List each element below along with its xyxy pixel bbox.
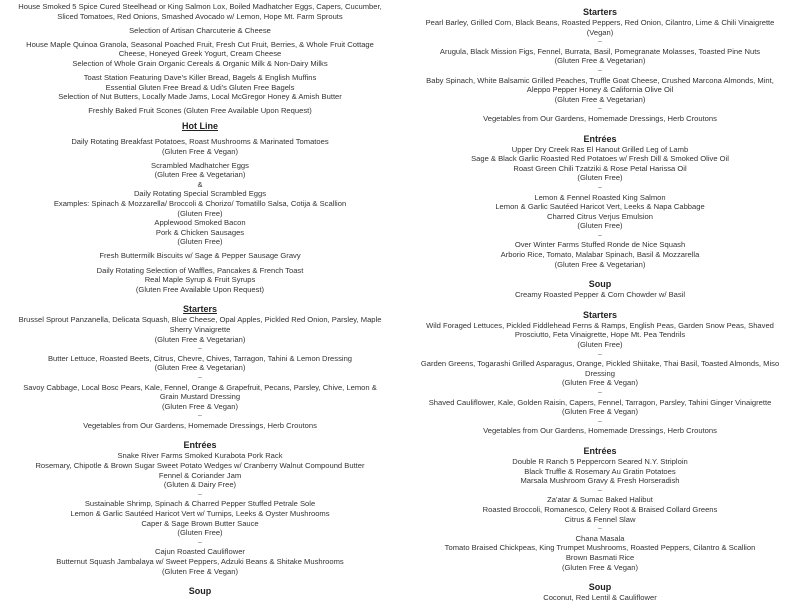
menu-item-entree-detail: Marsala Mushroom Gravy & Fresh Horseradish (520, 476, 680, 486)
dietary-note: (Gluten Free) (177, 237, 223, 247)
menu-item-entree-detail: Brown Basmati Rice (565, 552, 635, 562)
menu-item-starter: Arugula, Black Mission Figs, Fennel, Burrata, Basil, Pomegranate Molasses, Toasted Pine Nuts (439, 46, 761, 56)
menu-item-syrups: Real Maple Syrup & Fruit Syrups (144, 275, 256, 285)
dietary-note: (Gluten Free Available Upon Request) (135, 284, 265, 294)
menu-item-biscuits: Fresh Buttermilk Biscuits w/ Sage & Pepper Sausage Gravy (99, 251, 301, 261)
menu-item-starter: Savoy Cabbage, Local Bosc Pears, Kale, Fennel, Orange & Grapefruit, Pecans, Parsley, Chive, Lemon & Grain Mustard Dressing (23, 382, 377, 402)
dietary-note: (Gluten Free & Vegetarian) (154, 170, 246, 180)
menu-item-soup: Coconut, Red Lentil & Cauliflower (543, 593, 657, 603)
menu-item-entree: Double R Ranch 5 Peppercorn Seared N.Y. Striploin (512, 456, 688, 466)
dietary-note: (Gluten Free) (577, 221, 623, 231)
menu-item-waffles: Daily Rotating Selection of Waffles, Pancakes & French Toast (96, 265, 304, 275)
menu-item-starter: Pearl Barley, Grilled Corn, Black Beans, Roasted Peppers, Red Onion, Cilantro, Lime & Chili Vinaigrette (425, 18, 775, 27)
dietary-note: (Gluten Free) (177, 208, 223, 218)
separator: – (198, 538, 202, 546)
section-heading-entrees: Entrées (183, 440, 217, 451)
menu-item-entree: Lemon & Fennel Roasted King Salmon (534, 192, 666, 202)
separator: – (598, 38, 602, 46)
menu-item-entree-detail: Arborio Rice, Tomato, Malabar Spinach, Basil & Mozzarella (500, 250, 700, 260)
menu-item-entree-detail: Fennel & Coriander Jam (158, 470, 242, 480)
menu-item-potatoes: Daily Rotating Breakfast Potatoes, Roast Mushrooms & Marinated Tomatoes (71, 136, 329, 146)
dietary-note: (Gluten Free & Vegan) (162, 146, 238, 156)
menu-item-entree: Snake River Farms Smoked Kurabota Pork Rack (117, 451, 283, 461)
separator: – (598, 66, 602, 74)
separator: – (198, 490, 202, 498)
menu-column-right (400, 0, 800, 603)
separator: – (598, 350, 602, 358)
menu-item-entree: Upper Dry Creek Ras El Hanout Grilled Leg of Lamb (511, 144, 689, 154)
dietary-note: (Vegan) (586, 27, 614, 37)
menu-item-cereals: Selection of Whole Grain Organic Cereals & Organic Milk & Non-Dairy Milks (72, 58, 328, 68)
menu-item-lox: House Smoked 5 Spice Cured Steelhead or King Salmon Lox, Boiled Madhatcher Eggs, Capers, Cucumber, (18, 2, 382, 11)
section-heading-hot-line: Hot Line (182, 121, 218, 132)
section-heading-entrees: Entrées (583, 133, 617, 144)
menu-item-sausages: Pork & Chicken Sausages (155, 227, 245, 237)
menu-item-gluten-free-bread: Essential Gluten Free Bread & Udi's Gluten Free Bagels (105, 82, 295, 92)
section-heading-starters: Starters (182, 304, 218, 315)
menu-item-starter: Shaved Cauliflower, Kale, Golden Raisin, Capers, Fennel, Tarragon, Parsley, Tahini Ginger Vinaigrette (428, 397, 772, 407)
menu-item-starter: Vegetables from Our Gardens, Homemade Dressings, Herb Croutons (483, 113, 717, 123)
dietary-note: (Gluten Free & Vegetarian) (554, 56, 646, 66)
section-heading-entrees: Entrées (583, 445, 617, 456)
dietary-note: (Gluten Free) (577, 340, 623, 350)
ampersand-separator: & (197, 179, 203, 189)
menu-item-entree: Cajun Roasted Cauliflower (155, 547, 245, 557)
menu-item-entree-detail: Black Truffle & Rosemary Au Gratin Potatoes (524, 466, 676, 476)
section-heading-soup: Soup (588, 582, 612, 593)
menu-item-entree: Over Winter Farms Stuffed Ronde de Nice Squash (514, 240, 686, 250)
menu-item-entree-detail: Lemon & Garlic Sautéed Haricot Vert w/ Turnips, Leeks & Oyster Mushrooms (70, 509, 330, 519)
menu-item-entree: Za'atar & Sumac Baked Halibut (547, 495, 653, 505)
menu-item-nut-butters: Selection of Nut Butters, Locally Made Jams, Local McGregor Honey & Amish Butter (58, 92, 342, 102)
menu-item-entree: Sustainable Shrimp, Spinach & Charred Pepper Stuffed Petrale Sole (84, 499, 316, 509)
menu-item-special-eggs: Daily Rotating Special Scrambled Eggs (133, 189, 267, 199)
separator: – (598, 105, 602, 113)
dietary-note: (Gluten Free) (577, 173, 623, 183)
section-heading-starters: Starters (582, 7, 618, 17)
dietary-note: (Gluten Free & Vegan) (162, 566, 238, 576)
menu-item-entree-detail: Butternut Squash Jambalaya w/ Sweet Peppers, Adzuki Beans & Shitake Mushrooms (56, 557, 344, 566)
separator: – (598, 183, 602, 191)
menu-item-entree-detail: Lemon & Garlic Sautéed Haricot Vert, Leeks & Napa Cabbage (495, 202, 705, 212)
dietary-note: (Gluten Free & Vegan) (162, 401, 238, 411)
separator: – (198, 373, 202, 381)
menu-item-entree-detail: Roasted Broccoli, Romanesco, Celery Root & Braised Collard Greens (482, 504, 718, 514)
menu-item-starter: Vegetables from Our Gardens, Homemade Dressings, Herb Croutons (83, 420, 317, 430)
separator: – (198, 345, 202, 353)
section-heading-soup: Soup (188, 586, 212, 597)
separator: – (198, 412, 202, 420)
menu-item-lox-detail: Sliced Tomatoes, Red Onions, Smashed Avocado w/ Lemon, Hope Mt. Farm Sprouts (57, 11, 343, 21)
dietary-note: (Gluten Free & Vegetarian) (154, 334, 246, 344)
menu-item-entree-detail: Caper & Sage Brown Butter Sauce (141, 518, 259, 528)
dietary-note: (Gluten Free & Vegan) (562, 562, 638, 572)
menu-item-starter: Baby Spinach, White Balsamic Grilled Peaches, Truffle Goat Cheese, Crushed Marcona Almonds, Mint, Aleppo Pepper Honey & California Olive Oil (426, 75, 774, 95)
menu-item-granola: House Maple Quinoa Granola, Seasonal Poached Fruit, Fresh Cut Fruit, Berries, & Whole Fruit Cottage (26, 39, 374, 49)
menu-item-starter: Vegetables from Our Gardens, Homemade Dressings, Herb Croutons (483, 426, 717, 436)
menu-item-entree: Chana Masala (575, 533, 625, 543)
menu-item-entree-detail: Roast Green Chili Tzatziki & Rose Petal Harissa Oil (513, 163, 687, 173)
dietary-note: (Gluten Free & Vegetarian) (554, 259, 646, 269)
dietary-note: (Gluten Free & Vegan) (562, 378, 638, 388)
separator: – (598, 525, 602, 533)
menu-item-entree-detail: Sage & Black Garlic Roasted Red Potatoes w/ Fresh Dill & Smoked Olive Oil (471, 154, 729, 164)
separator: – (598, 389, 602, 396)
dietary-note: (Gluten Free & Vegetarian) (554, 94, 646, 104)
section-heading-soup: Soup (588, 279, 612, 290)
menu-item-soup: Creamy Roasted Pepper & Corn Chowder w/ Basil (514, 290, 686, 300)
separator: – (598, 417, 602, 425)
separator: – (598, 486, 602, 494)
menu-item-special-eggs-examples: Examples: Spinach & Mozzarella/ Broccoli & Chorizo/ Tomatillo Salsa, Cotija & Scallion (53, 199, 347, 208)
menu-item-starter: Garden Greens, Togarashi Grilled Asparagus, Orange, Pickled Shiitake, Thai Basil, Toasted Almonds, Miso Dressing (420, 359, 780, 378)
menu-item-charcuterie: Selection of Artisan Charcuterie & Cheese (129, 25, 271, 35)
menu-item-scones: Freshly Baked Fruit Scones (Gluten Free Available Upon Request) (88, 106, 312, 116)
menu-item-entree-detail: Tomato Braised Chickpeas, King Trumpet Mushrooms, Roasted Peppers, Cilantro & Scallion (444, 543, 756, 553)
dietary-note: (Gluten Free & Vegan) (562, 407, 638, 417)
section-heading-starters: Starters (582, 309, 618, 320)
menu-item-scrambled-eggs: Scrambled Madhatcher Eggs (151, 160, 249, 170)
menu-item-entree-detail: Charred Citrus Verjus Emulsion (547, 211, 653, 221)
menu-item-toast-station: Toast Station Featuring Dave's Killer Bread, Bagels & English Muffins (83, 73, 317, 83)
separator: – (598, 231, 602, 239)
menu-item-entree-detail: Citrus & Fennel Slaw (564, 514, 636, 524)
dietary-note: (Gluten & Dairy Free) (163, 480, 237, 490)
menu-item-entree-detail: Rosemary, Chipotle & Brown Sugar Sweet Potato Wedges w/ Cranberry Walnut Compound Butter (35, 461, 365, 471)
dietary-note: (Gluten Free) (177, 528, 223, 538)
menu-item-granola-detail: Cheese, Honeyed Greek Yogurt, Cream Cheese (118, 49, 282, 59)
menu-item-starter: Butter Lettuce, Roasted Beets, Citrus, Chevre, Chives, Tarragon, Tahini & Lemon Dressing (47, 353, 353, 363)
dietary-note: (Gluten Free & Vegetarian) (154, 363, 246, 373)
menu-item-starter: Wild Foraged Lettuces, Pickled Fiddlehead Ferns & Ramps, English Peas, Garden Snow Peas, Shaved Prosciutto, Feta Vinaigrette, Hope Mt. Pea Tendrils (426, 320, 774, 340)
menu-column-left (0, 0, 400, 597)
menu-item-bacon: Applewood Smoked Bacon (154, 218, 246, 228)
menu-item-starter: Brussel Sprout Panzanella, Delicata Squash, Blue Cheese, Opal Apples, Pickled Red Onion, Parsley, Maple Sherry Vinaigrette (18, 315, 382, 334)
